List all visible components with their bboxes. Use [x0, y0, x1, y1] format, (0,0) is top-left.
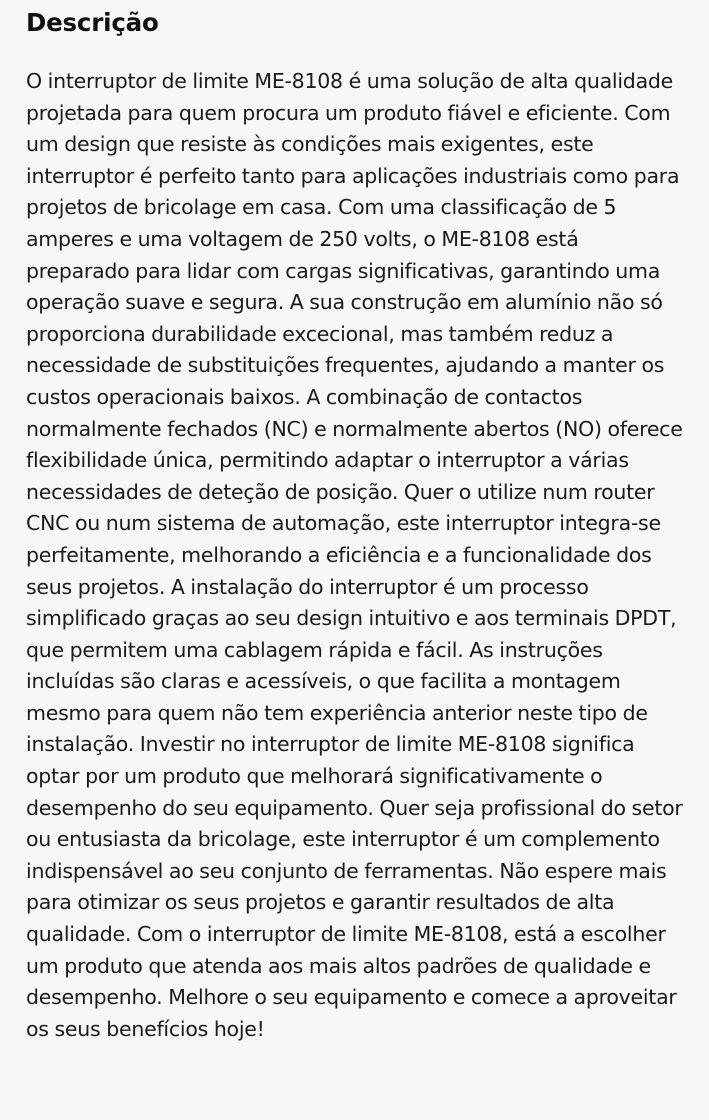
description-text: O interruptor de limite ME-8108 é uma solução de alta qualidade projetada para quem procura um produto fiável e eficiente. Com um design que resiste às condições mais exigentes, este interruptor é perfeito tanto para aplicações industriais como para projetos de bricolage em casa. Com uma classificação de 5 amperes e uma voltagem de 250 volts, o ME-8108 está preparado para lidar com cargas significativas, garantindo uma operação suave e segura. A sua construção em alumínio não só proporciona durabilidade excecional, mas também reduz a necessidade de substituições frequentes, ajudando a manter os custos operacionais baixos. A combinação de contactos normalmente fechados (NC) e normalmente abertos (NO) oferece flexibilidade única, permitindo adaptar o interruptor a várias necessidades de deteção de posição. Quer o utilize num router CNC ou num sistema de automação, este interruptor integra-se perfeitamente, melhorando a eficiência e a funcionalidade dos seus projetos. A instalação do interruptor é um processo simplificado graças ao seu design intuitivo e aos terminais DPDT, que permitem uma cablagem rápida e fácil. As instruções incluídas são claras e acessíveis, o que facilita a montagem mesmo para quem não tem experiência anterior neste tipo de instalação. Investir no interruptor de limite ME-8108 significa optar por um produto que melhorará significativamente o desempenho do seu equipamento. Quer seja profissional do setor ou entusiasta da bricolage, este interruptor é um complemento indispensável ao seu conjunto de ferramentas. Não espere mais para otimizar os seus projetos e garantir resultados de alta qualidade. Com o interruptor de limite ME-8108, está a escolher um produto que atenda aos mais altos padrões de qualidade e desempenho. Melhore o seu equipamento e comece a aproveitar os seus benefícios hoje!: [26, 69, 683, 1041]
section-title: Descrição: [26, 8, 159, 37]
